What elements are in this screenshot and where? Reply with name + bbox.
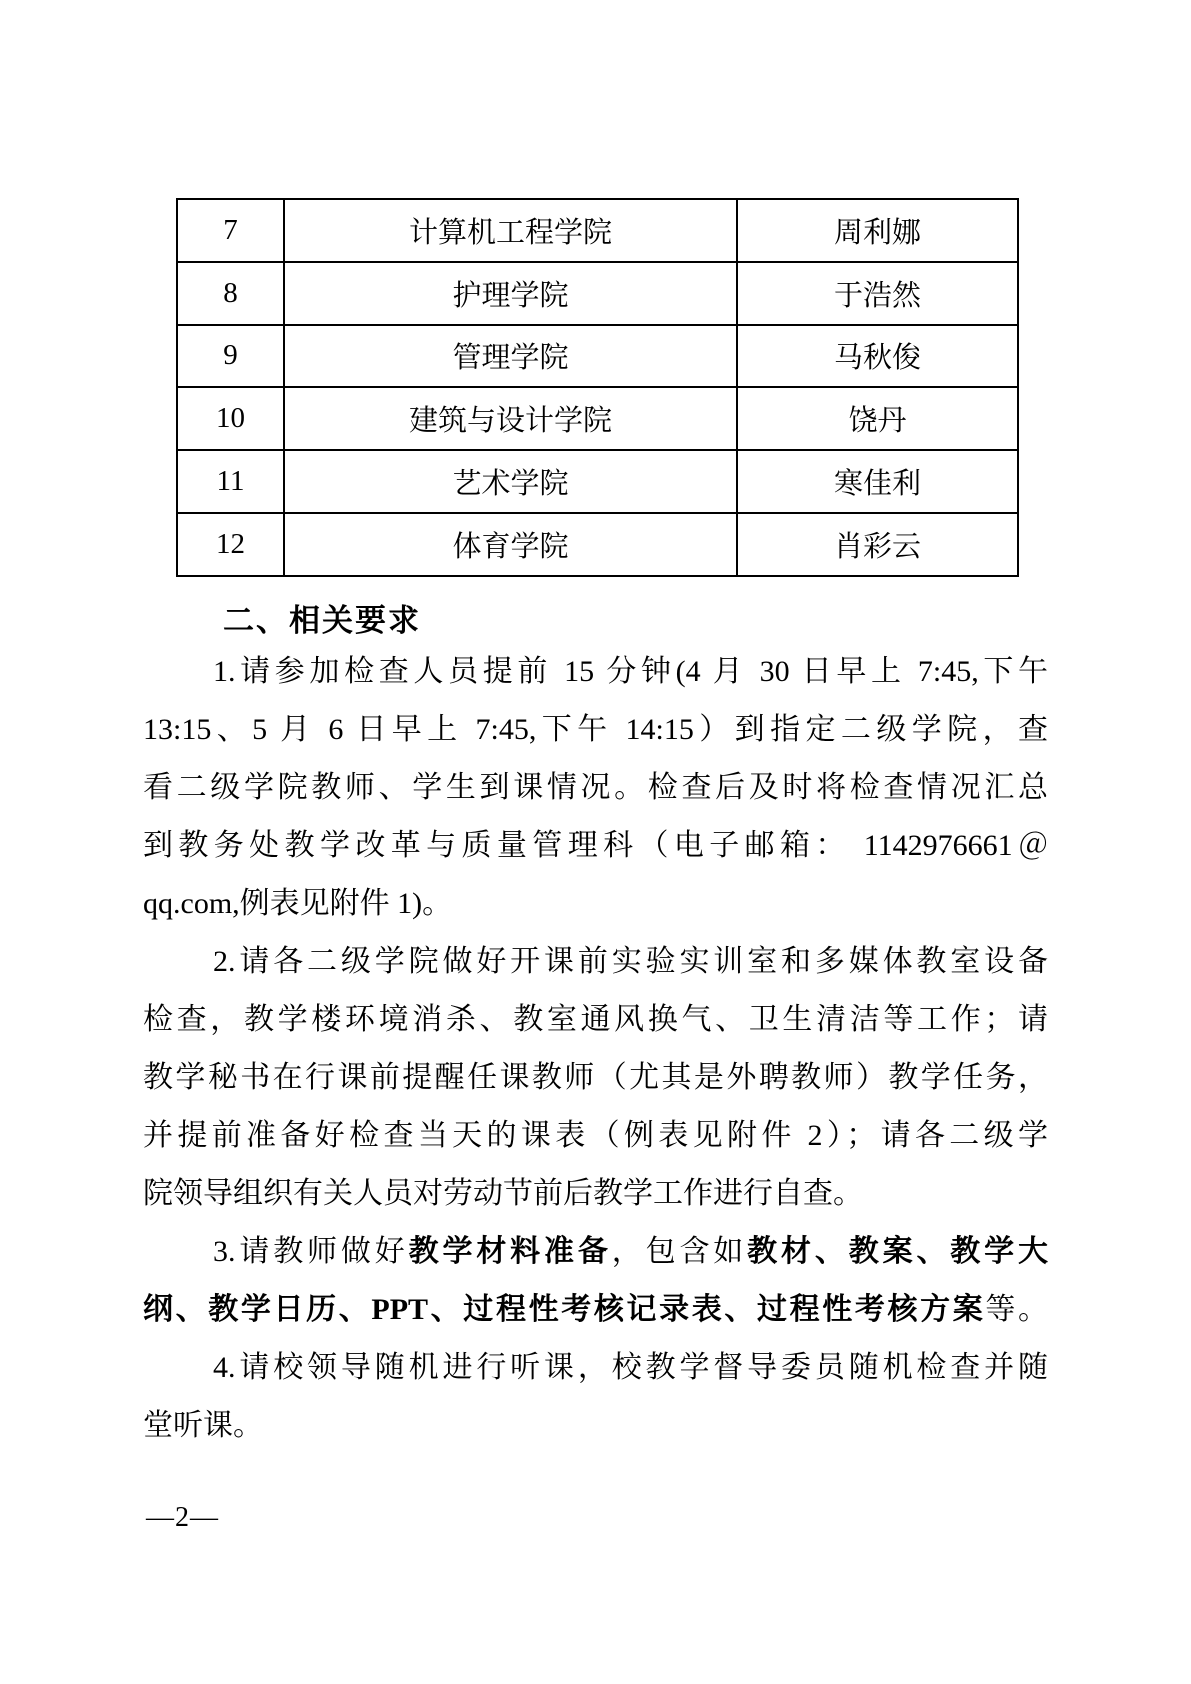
text-line <box>143 817 1048 875</box>
page-number: —2— <box>146 1502 219 1533</box>
row-number: 8 <box>177 262 284 325</box>
bold-text: 纲、教学日历、PPT、过程性考核记录表、过程性考核方案 <box>143 1293 986 1326</box>
row-number: 10 <box>177 387 284 450</box>
row-number: 7 <box>177 199 284 262</box>
regular-text: 等。 <box>985 1293 1048 1326</box>
regular-text: 看二级学院教师、学生到课情况。检查后及时将检查情况汇总 <box>143 771 1048 804</box>
college-name: 艺术学院 <box>284 450 737 513</box>
table-row <box>177 450 1018 513</box>
text-line <box>143 1281 1048 1339</box>
text-line <box>143 643 1048 701</box>
table-row <box>177 387 1018 450</box>
bold-text: 教材、教案、教学大 <box>747 1235 1049 1268</box>
college-name: 计算机工程学院 <box>284 199 737 262</box>
text-line <box>143 1165 1048 1223</box>
regular-text: 检查，教学楼环境消杀、教室通风换气、卫生清洁等工作；请 <box>143 1003 1048 1036</box>
inspector-name: 肖彩云 <box>737 513 1018 576</box>
text-line <box>143 1049 1048 1107</box>
regular-text: 教学秘书在行课前提醒任课教师（尤其是外聘教师）教学任务， <box>143 1061 1048 1094</box>
paragraph <box>143 1339 1048 1455</box>
text-line <box>143 1223 1048 1281</box>
text-line <box>143 1397 1048 1455</box>
college-name: 管理学院 <box>284 325 737 388</box>
text-line <box>143 991 1048 1049</box>
college-name: 护理学院 <box>284 262 737 325</box>
inspector-name: 寒佳利 <box>737 450 1018 513</box>
regular-text: qq.com,例表见附件 1)。 <box>143 887 453 920</box>
regular-text: 堂听课。 <box>143 1409 263 1442</box>
inspector-name: 周利娜 <box>737 199 1018 262</box>
inspector-name: 马秋俊 <box>737 325 1018 388</box>
regular-text: ，包含如 <box>611 1235 748 1268</box>
table-body <box>177 199 1018 576</box>
table-row <box>177 262 1018 325</box>
text-line <box>143 701 1048 759</box>
row-number: 12 <box>177 513 284 576</box>
regular-text: 并提前准备好检查当天的课表（例表见附件 2）；请各二级学 <box>143 1119 1048 1152</box>
regular-text: 3.请教师做好 <box>213 1235 409 1268</box>
text-line <box>143 1107 1048 1165</box>
regular-text: 到教务处教学改革与质量管理科（电子邮箱： 1142976661＠ <box>143 829 1048 862</box>
bold-text: 教学材料准备 <box>408 1235 612 1268</box>
paragraph <box>143 643 1048 933</box>
table-row <box>177 199 1018 262</box>
regular-text: 13:15、5 月 6 日早上 7:45,下午 14:15）到指定二级学院，查 <box>143 713 1048 746</box>
paragraph <box>143 933 1048 1223</box>
row-number: 11 <box>177 450 284 513</box>
inspector-name: 饶丹 <box>737 387 1018 450</box>
regular-text: 院领导组织有关人员对劳动节前后教学工作进行自查。 <box>143 1177 863 1210</box>
regular-text: 4.请校领导随机进行听课，校教学督导委员随机检查并随 <box>213 1351 1048 1384</box>
inspection-roster-table <box>176 198 1019 577</box>
table-row <box>177 513 1018 576</box>
inspector-name: 于浩然 <box>737 262 1018 325</box>
text-line <box>143 1339 1048 1397</box>
regular-text: 2.请各二级学院做好开课前实验实训室和多媒体教室设备 <box>213 945 1048 978</box>
text-line <box>143 933 1048 991</box>
college-name: 建筑与设计学院 <box>284 387 737 450</box>
body-text <box>143 643 1048 1455</box>
row-number: 9 <box>177 325 284 388</box>
text-line <box>143 875 1048 933</box>
section-heading: 二、相关要求 <box>223 603 421 638</box>
college-name: 体育学院 <box>284 513 737 576</box>
paragraph <box>143 1223 1048 1339</box>
regular-text: 1.请参加检查人员提前 15 分钟(4 月 30 日早上 7:45,下午 <box>213 655 1048 688</box>
table-row <box>177 325 1018 388</box>
text-line <box>143 759 1048 817</box>
